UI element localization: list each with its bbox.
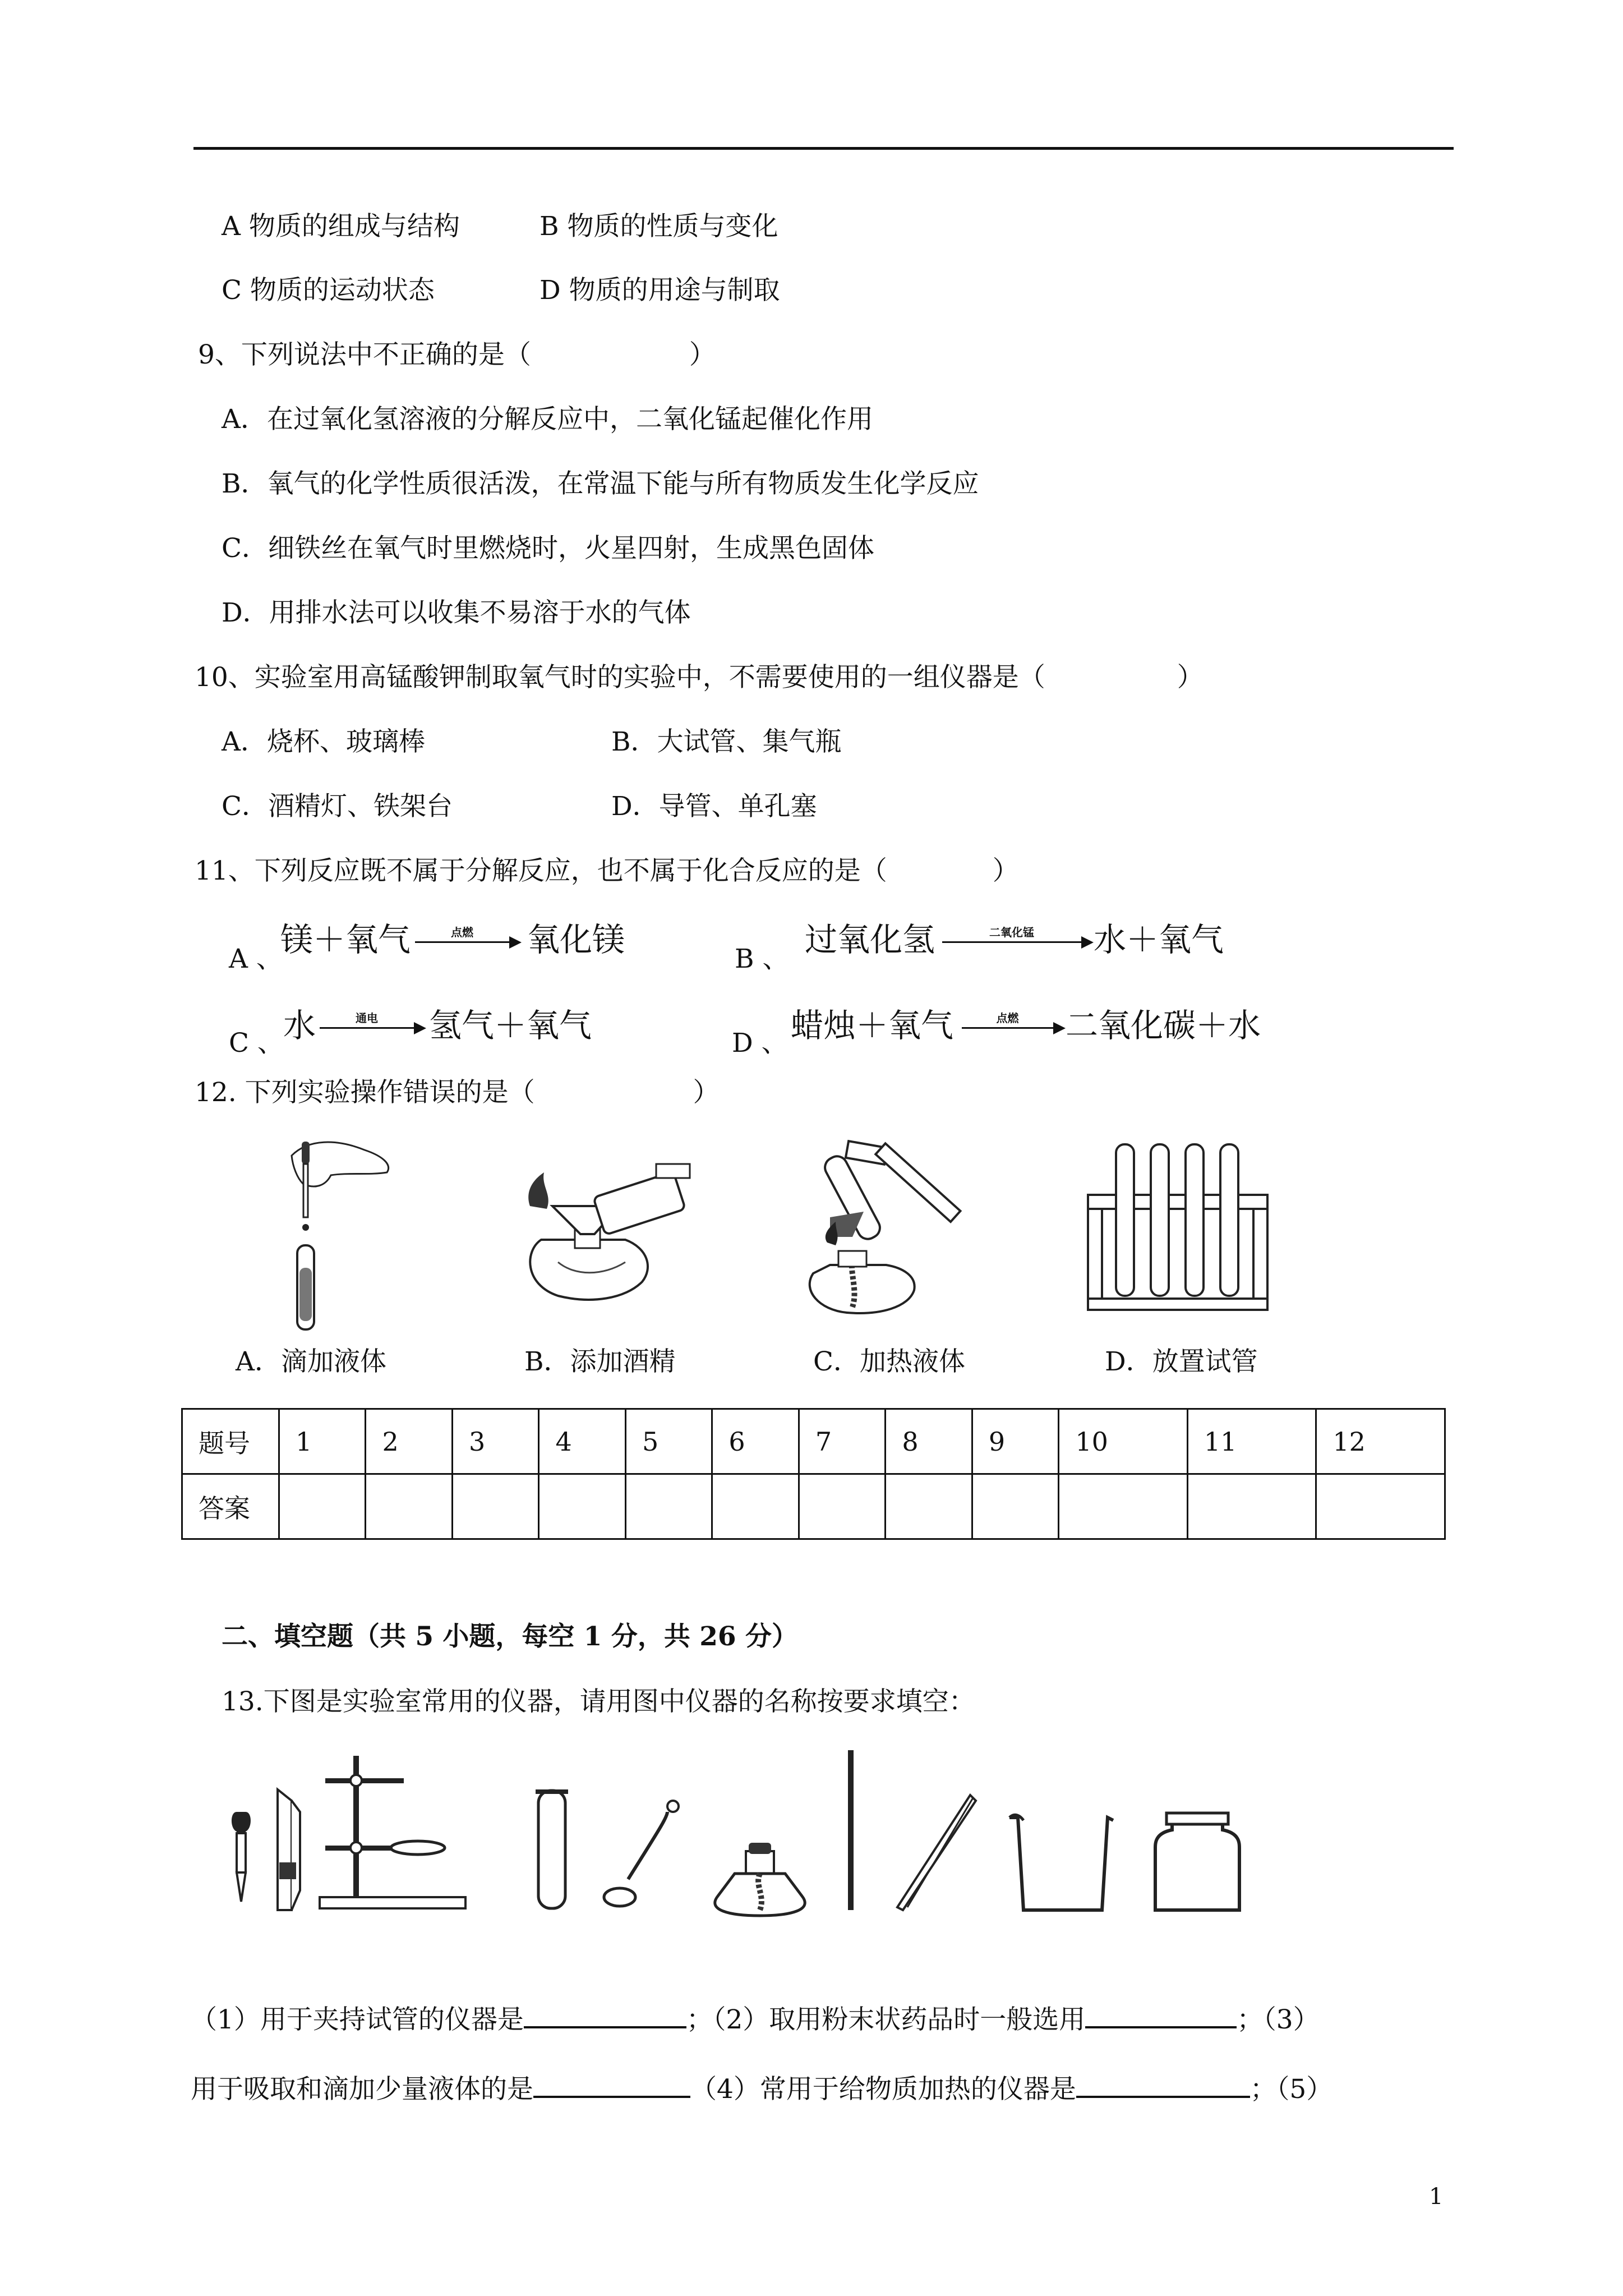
q13-line-1 [191, 2001, 1320, 2037]
q11-b-products: 水＋氧气 [1094, 921, 1224, 959]
tweezers-icon [897, 1795, 976, 1910]
q11-c-reactants: 水 [283, 1006, 316, 1045]
q9-option-b: B．氧气的化学性质很活泼，在常温下能与所有物质发生化学反应 [222, 468, 979, 499]
q11-c-products: 氢气＋氧气 [429, 1006, 592, 1045]
answer-cell-7[interactable] [799, 1474, 885, 1539]
answer-table [181, 1408, 1446, 1540]
answer-cell-11[interactable] [1187, 1474, 1316, 1539]
q13-part3-text: ；（3） [1237, 2004, 1320, 2035]
answer-table-answer-row [182, 1474, 1445, 1539]
beaker-icon [1009, 1815, 1113, 1910]
wide-mouth-bottle-icon [1155, 1813, 1239, 1910]
q12-option-d: D．放置试管 [1105, 1346, 1258, 1377]
alcohol-lamp-icon [715, 1843, 805, 1916]
q11-a-arrow [415, 927, 522, 949]
q11-option-a-label: A 、 [229, 944, 283, 974]
q13-part1-text: （1）用于夹持试管的仪器是 [191, 2004, 524, 2035]
table-cell-number: 11 [1187, 1409, 1316, 1474]
q8-option-d: D 物质的用途与制取 [540, 275, 780, 306]
test-tube-rack-image [1082, 1139, 1273, 1318]
q9-option-c: C．细铁丝在氧气时里燃烧时，火星四射，生成黑色固体 [222, 533, 874, 564]
answer-cell-9[interactable] [972, 1474, 1058, 1539]
heating-liquid-image [796, 1128, 976, 1318]
answer-cell-10[interactable] [1059, 1474, 1188, 1539]
header-rule [193, 147, 1454, 150]
dropper-icon [232, 1812, 251, 1902]
table-cell-number: 10 [1059, 1409, 1188, 1474]
q12-option-b: B．添加酒精 [524, 1346, 676, 1377]
answer-table-number-row [182, 1409, 1445, 1474]
answer-cell-5[interactable] [625, 1474, 712, 1539]
q8-option-b: B 物质的性质与变化 [540, 211, 778, 242]
answer-cell-4[interactable] [539, 1474, 625, 1539]
test-tube-holder-icon [278, 1789, 300, 1910]
answer-blank-1[interactable] [524, 2001, 686, 2028]
table-header-answer: 答案 [182, 1474, 279, 1539]
table-cell-number: 8 [886, 1409, 972, 1474]
iron-stand-icon [320, 1756, 465, 1908]
table-cell-number: 1 [279, 1409, 366, 1474]
table-cell-number: 5 [625, 1409, 712, 1474]
q13-stem: 13.下图是实验室常用的仪器，请用图中仪器的名称按要求填空： [222, 1686, 975, 1717]
q10-option-c: C．酒精灯、铁架台 [222, 791, 453, 822]
table-cell-number: 9 [972, 1409, 1058, 1474]
q11-option-c-label: C 、 [229, 1028, 284, 1059]
q11-a-products: 氧化镁 [527, 921, 625, 959]
q11-c-arrow [320, 1013, 426, 1035]
q11-a-condition: 点燃 [451, 926, 473, 939]
answer-cell-1[interactable] [279, 1474, 366, 1539]
q13-part4-text: （4）常用于给物质加热的仪器是 [690, 2074, 1076, 2105]
medicine-spoon-icon [604, 1801, 679, 1906]
dropper-test-tube-image [258, 1133, 404, 1335]
q11-d-condition: 点燃 [996, 1011, 1019, 1025]
q11-option-d-label: D 、 [732, 1028, 788, 1059]
q10-option-a: A．烧杯、玻璃棒 [222, 726, 425, 757]
q8-option-c: C 物质的运动状态 [222, 275, 435, 306]
q11-d-reactants: 蜡烛＋氧气 [791, 1006, 954, 1045]
answer-cell-3[interactable] [452, 1474, 538, 1539]
alcohol-lamp-refill-image [513, 1156, 693, 1307]
q11-d-products: 二氧化碳＋水 [1066, 1006, 1261, 1045]
table-header-question-no: 题号 [182, 1409, 279, 1474]
q12-stem: 12. 下列实验操作错误的是（ ） [195, 1077, 720, 1108]
q11-stem: 11、下列反应既不属于分解反应，也不属于化合反应的是（ ） [195, 855, 1019, 886]
q11-d-arrow [962, 1013, 1066, 1035]
q11-c-condition: 通电 [356, 1011, 378, 1025]
q10-option-b: B．大试管、集气瓶 [611, 726, 842, 757]
q9-option-d: D．用排水法可以收集不易溶于水的气体 [222, 597, 691, 628]
q12-option-c: C．加热液体 [813, 1346, 965, 1377]
table-cell-number: 7 [799, 1409, 885, 1474]
answer-cell-2[interactable] [366, 1474, 452, 1539]
q10-option-d: D．导管、单孔塞 [611, 791, 817, 822]
q11-option-b-label: B 、 [735, 944, 789, 974]
q13-part2-text: ；（2）取用粉末状药品时一般选用 [686, 2004, 1086, 2035]
q11-b-reactants: 过氧化氢 [805, 921, 935, 959]
answer-cell-12[interactable] [1316, 1474, 1445, 1539]
table-cell-number: 2 [366, 1409, 452, 1474]
q13-part5-text: ；（5） [1249, 2074, 1333, 2105]
q13-line-2 [191, 2071, 1332, 2106]
q13-part3-cont-text: 用于吸取和滴加少量液体的是 [191, 2074, 533, 2105]
q9-stem: 9、下列说法中不正确的是（ ） [198, 339, 716, 370]
q8-option-a: A 物质的组成与结构 [222, 211, 460, 242]
answer-blank-2[interactable] [1085, 2001, 1237, 2028]
table-cell-number: 6 [712, 1409, 799, 1474]
q12-option-a: A．滴加液体 [236, 1346, 386, 1377]
section-2-heading: 二、填空题（共 5 小题，每空 1 分，共 26 分） [222, 1621, 798, 1652]
page-number: 1 [1429, 2184, 1444, 2210]
table-cell-number: 12 [1316, 1409, 1445, 1474]
q11-b-condition: 二氧化锰 [989, 926, 1034, 939]
q11-b-arrow [942, 927, 1094, 949]
table-cell-number: 3 [452, 1409, 538, 1474]
q9-option-a: A．在过氧化氢溶液的分解反应中，二氧化锰起催化作用 [222, 404, 873, 435]
glass-rod-icon [848, 1750, 854, 1910]
answer-cell-6[interactable] [712, 1474, 799, 1539]
test-tube-icon [536, 1789, 568, 1908]
table-cell-number: 4 [539, 1409, 625, 1474]
q10-stem: 10、实验室用高锰酸钾制取氧气时的实验中，不需要使用的一组仪器是（ ） [195, 662, 1204, 693]
answer-blank-3[interactable] [533, 2071, 690, 2098]
q13-apparatus-image [224, 1750, 1245, 1913]
q11-a-reactants: 镁＋氧气 [280, 921, 411, 959]
answer-cell-8[interactable] [886, 1474, 972, 1539]
answer-blank-4[interactable] [1076, 2071, 1250, 2098]
